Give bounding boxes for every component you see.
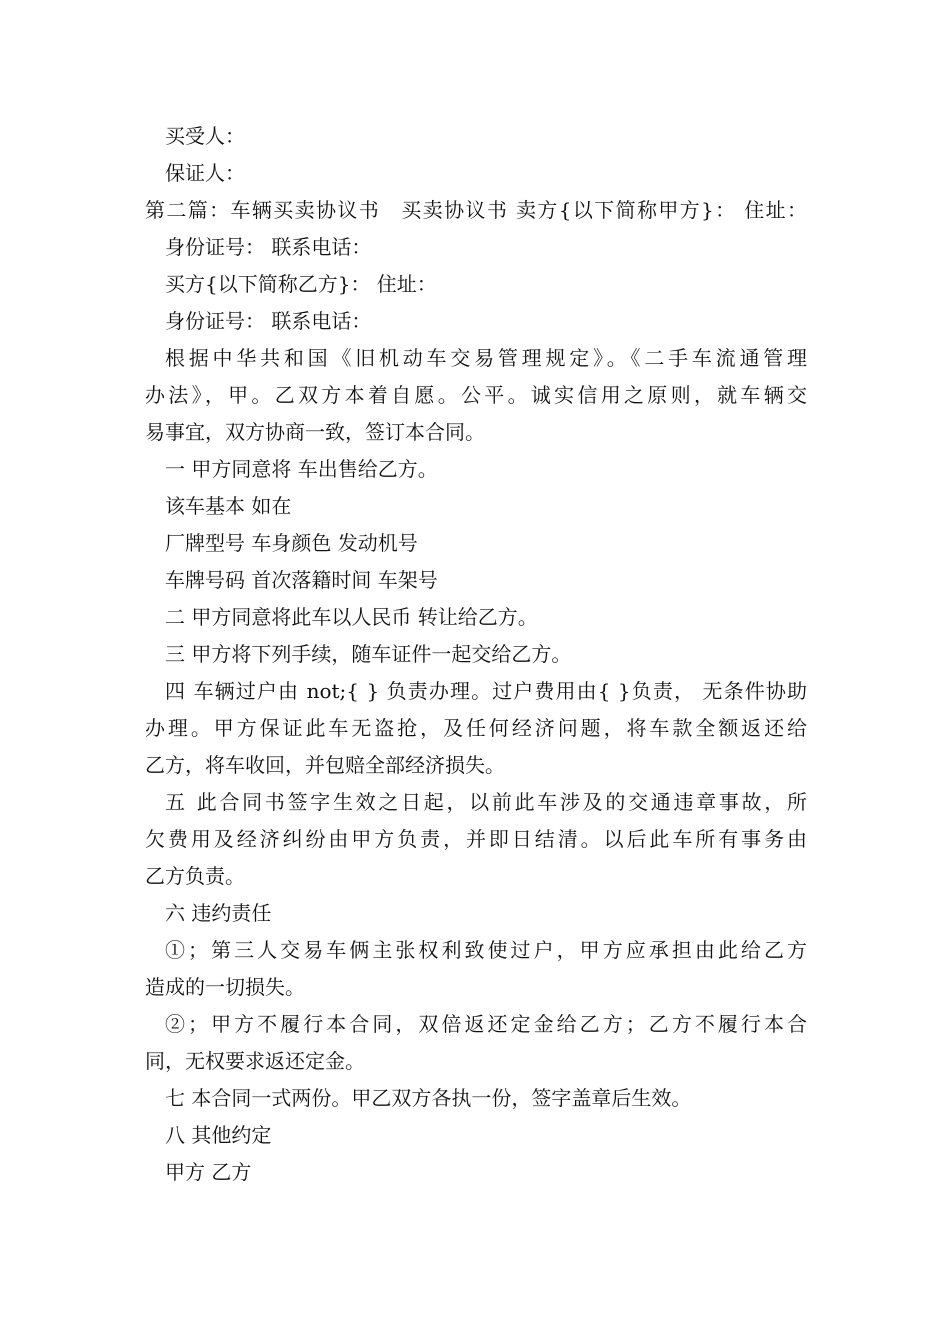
- contract-text: [145, 118, 807, 1191]
- text-line-clause-6-1b: 造成的一切损失。: [145, 975, 305, 999]
- text-line-clause-6-2a: ②；甲方不履行本合同，双倍返还定金给乙方；乙方不履行本合: [165, 1012, 807, 1036]
- text-line-clause-5-2: 欠费用及经济纠纷由甲方负责，并即日结清。以后此车所有事务由: [145, 827, 807, 851]
- text-line-clause-5-3: 乙方负责。: [145, 864, 245, 888]
- text-line-clause-3: 三 甲方将下列手续，随车证件一起交给乙方。: [165, 642, 572, 666]
- text-line-parties: 甲方 乙方: [165, 1160, 252, 1184]
- text-line-clause-1: 一 甲方同意将 车出售给乙方。: [165, 457, 438, 481]
- text-line-clause-8: 八 其他约定: [165, 1123, 272, 1147]
- text-line-vehicle-basic: 该车基本 如在: [165, 494, 292, 518]
- text-line-buyer: 买受人：: [165, 124, 245, 148]
- text-line-guarantor: 保证人：: [165, 161, 245, 185]
- text-line-clause-7: 七 本合同一式两份。甲乙双方各执一份，签字盖章后生效。: [165, 1086, 692, 1110]
- text-line-section-two-heading: 第二篇：车辆买卖协议书 买卖协议书 卖方{以下简称甲方}： 住址：: [145, 198, 807, 222]
- text-line-clause-6-2b: 同，无权要求返还定金。: [145, 1049, 365, 1073]
- text-line-vehicle-plate: 车牌号码 首次落籍时间 车架号: [165, 568, 438, 592]
- text-line-clause-5-1: 五 此合同书签字生效之日起，以前此车涉及的交通违章事故，所: [165, 790, 807, 814]
- text-line-buyer-id: 身份证号： 联系电话：: [165, 309, 372, 333]
- text-line-clause-4-3: 乙方，将车收回，并包赔全部经济损失。: [145, 753, 505, 777]
- text-line-clause-4-2: 办理。甲方保证此车无盗抢，及任何经济问题，将车款全额返还给: [145, 716, 807, 740]
- text-line-clause-4-1: 四 车辆过户由 not;{ } 负责办理。过户费用由{ }负责， 无条件协助: [165, 679, 807, 703]
- text-line-buyer-info: 买方{以下简称乙方}： 住址：: [165, 272, 437, 296]
- text-line-clause-2: 二 甲方同意将此车以人民币 转让给乙方。: [165, 605, 538, 629]
- text-line-preamble-1: 根据中华共和国《旧机动车交易管理规定》。《二手车流通管理: [165, 346, 807, 370]
- text-line-vehicle-model: 厂牌型号 车身颜色 发动机号: [165, 531, 418, 555]
- text-line-seller-id: 身份证号： 联系电话：: [165, 235, 372, 259]
- text-line-clause-6: 六 违约责任: [165, 901, 272, 925]
- text-line-preamble-3: 易事宜，双方协商一致，签订本合同。: [145, 420, 485, 444]
- text-line-preamble-2: 办法》，甲。乙双方本着自愿。公平。诚实信用之原则，就车辆交: [145, 383, 807, 407]
- text-line-clause-6-1a: ①；第三人交易车俩主张权利致使过户，甲方应承担由此给乙方: [165, 938, 807, 962]
